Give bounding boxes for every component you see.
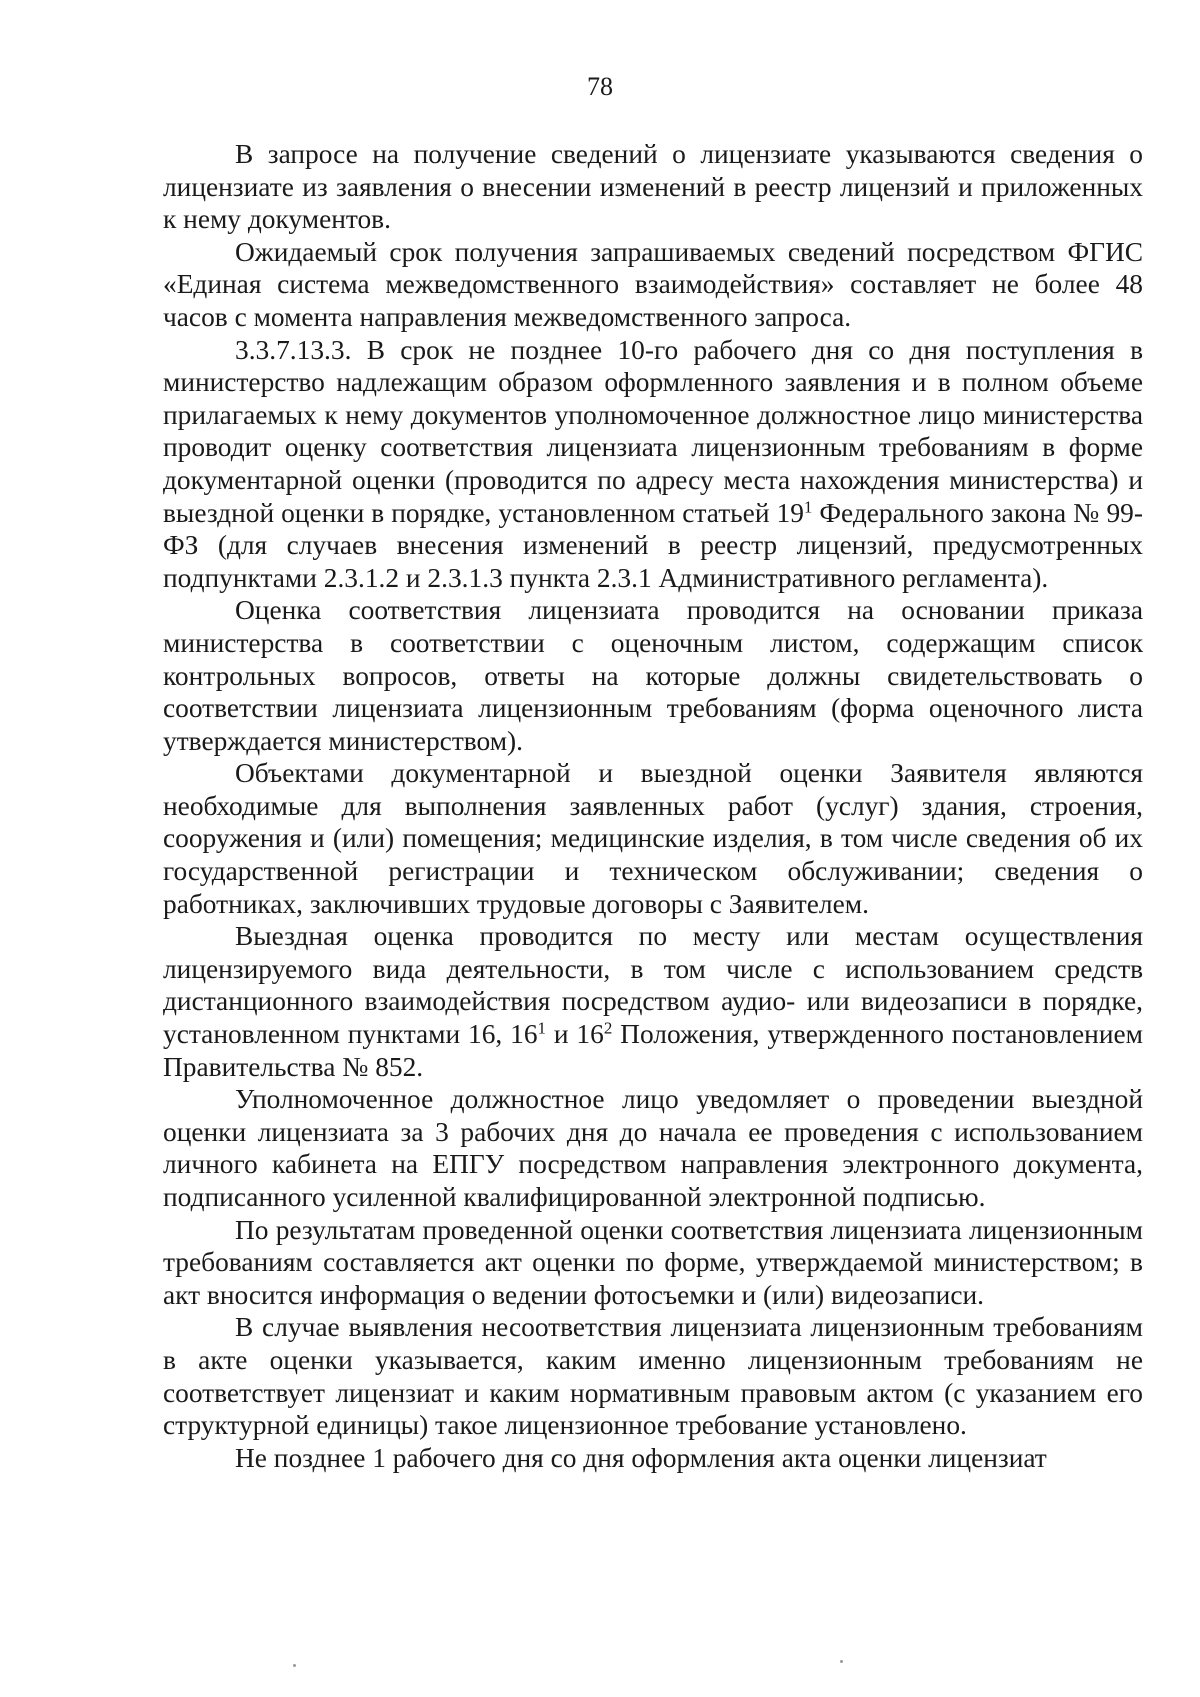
paragraph-notification: Уполномоченное должностное лицо уведомляет о проведении выездной оценки лицензиата за 3 рабочих дня до начала ее проведения с использованием личного кабинета на ЕПГУ посредством направления электронного документа, подписанного усиленной квалифицированной электронной подписью. bbox=[163, 1084, 1143, 1212]
paragraph-text: и 16 bbox=[546, 1019, 604, 1050]
superscript: 1 bbox=[803, 497, 813, 517]
paragraph-text: Федерального закона № 99-ФЗ (для случаев внесения изменений в реестр лицензий, предусмотренных подпунктами 2.3.1.2 и 2.3.1.3 пункта 2.3.1 Административного регламента). bbox=[163, 497, 1143, 593]
paragraph-text: Выездная оценка проводится по месту или местам осуществления лицензируемого вида деятельности, в том числе с использованием средств дистанционного взаимодействия посредством аудио- или видеозаписи в порядке, установленном пунктами 16, 16 bbox=[163, 921, 1143, 1050]
paragraph-request-contents: В запросе на получение сведений о лицензиате указываются сведения о лицензиате из заявления о внесении изменений в реестр лицензий и приложенных к нему документов. bbox=[163, 139, 1143, 235]
superscript: 2 bbox=[603, 1018, 613, 1038]
paragraph-assessment-objects: Объектами документарной и выездной оценки Заявителя являются необходимые для выполнения заявленных работ (услуг) здания, строения, сооружения и (или) помещения; медицинские изделия, в том числе сведения об их государственной регистрации и техническом обслуживании; сведения о работниках, заключивших трудовые договоры с Заявителем. bbox=[163, 758, 1143, 919]
paragraph-assessment-term bbox=[163, 334, 1143, 595]
paragraph-field-assessment bbox=[163, 920, 1143, 1083]
paragraph-assessment-basis: Оценка соответствия лицензиата проводится на основании приказа министерства в соответствии с оценочным листом, содержащим список контрольных вопросов, ответы на которые должны свидетельствовать о соответствии лицензиата лицензионным требованиям (форма оценочного листа утверждается министерством). bbox=[163, 595, 1143, 756]
paragraph-expected-term: Ожидаемый срок получения запрашиваемых сведений посредством ФГИС «Единая система межведомственного взаимодействия» составляет не более 48 часов с момента направления межведомственного запроса. bbox=[163, 236, 1143, 332]
scan-speck bbox=[840, 1660, 843, 1663]
superscript: 1 bbox=[537, 1018, 547, 1038]
page-number: 78 bbox=[587, 72, 613, 101]
paragraph-text: Положения, утвержденного постановлением Правительства № 852. bbox=[163, 1019, 1143, 1082]
paragraph-text: 3.3.7.13.3. В срок не позднее 10-го рабочего дня со дня поступления в министерство надлежащим образом оформленного заявления и в полном объеме прилагаемых к нему документов уполномоченное должностное лицо министерства проводит оценку соответствия лицензиата лицензионным требованиям в форме документарной оценки (проводится по адресу места нахождения министерства) и выездной оценки в порядке, установленном статьей 19 bbox=[163, 334, 1143, 528]
document-body bbox=[163, 138, 1143, 1474]
paragraph-deadline-continued: Не позднее 1 рабочего дня со дня оформления акта оценки лицензиат bbox=[235, 1442, 1047, 1473]
paragraph-assessment-act: По результатам проведенной оценки соответствия лицензиата лицензионным требованиям составляется акт оценки по форме, утверждаемой министерством; в акт вносится информация о ведении фотосъемки и (или) видеозаписи. bbox=[163, 1214, 1143, 1310]
paragraph-nonconformity: В случае выявления несоответствия лицензиата лицензионным требованиям в акте оценки указывается, каким именно лицензионным требованиям не соответствует лицензиат и каким нормативным правовым актом (с указанием его структурной единицы) такое лицензионное требование установлено. bbox=[163, 1312, 1143, 1441]
scan-speck bbox=[293, 1664, 296, 1667]
